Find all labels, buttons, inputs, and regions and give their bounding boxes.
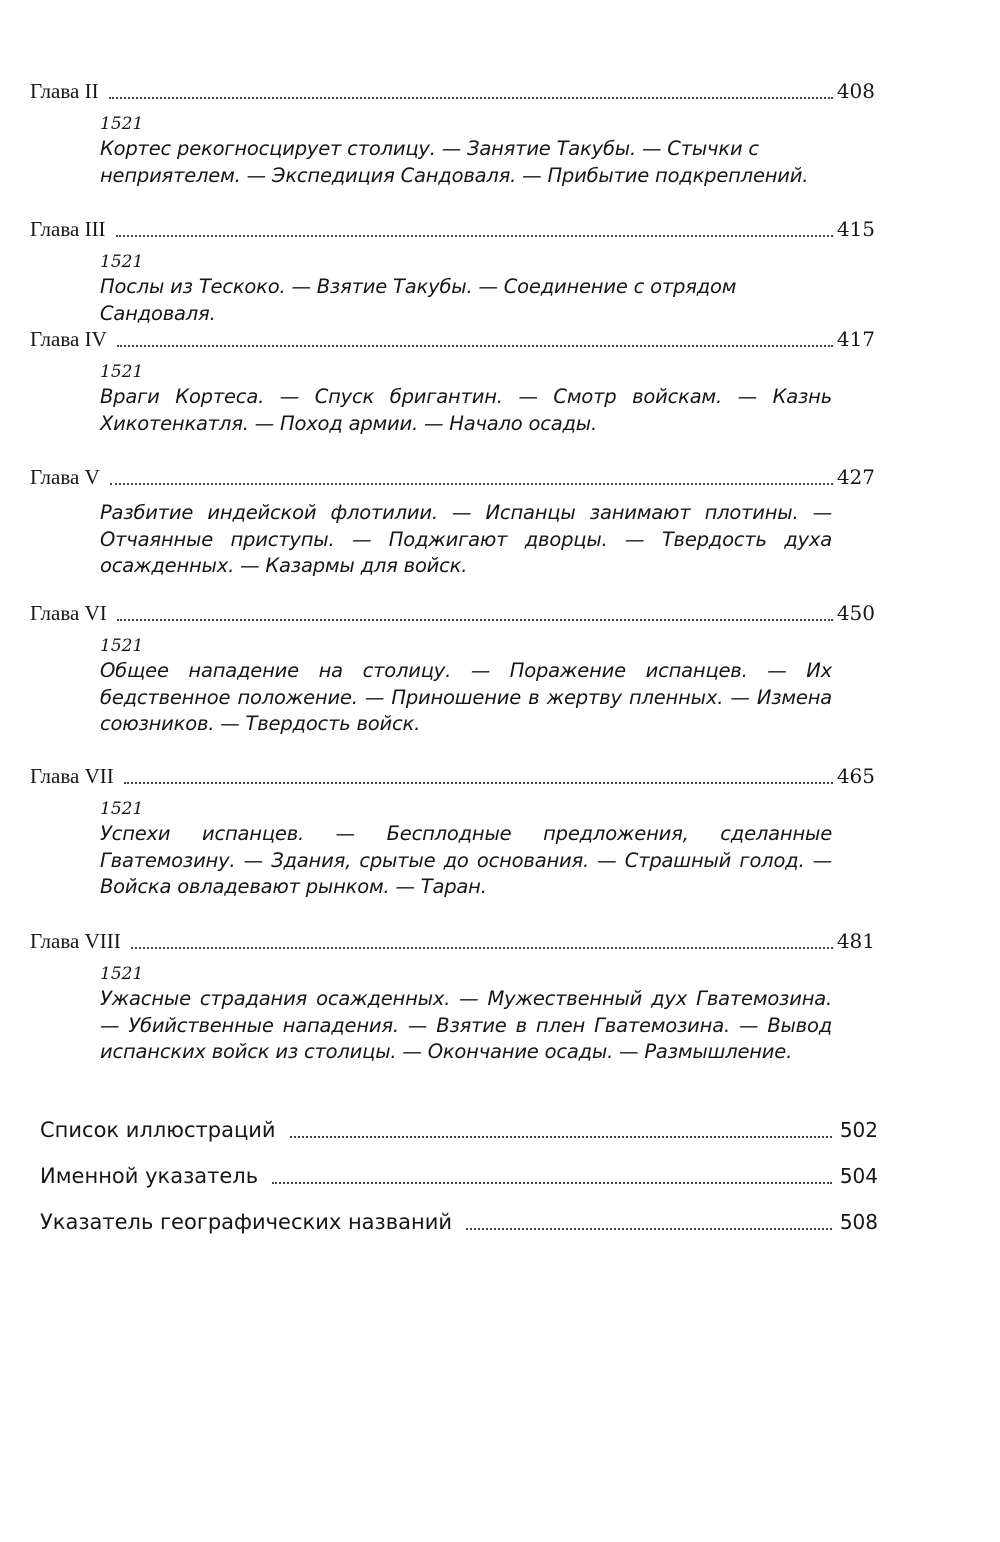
chapter-title: Глава IV	[30, 327, 107, 351]
section-title: Именной указатель	[40, 1164, 259, 1188]
toc-entry-heading	[30, 928, 875, 954]
toc-entry-chapter-7	[30, 763, 875, 901]
dot-leader	[272, 1182, 832, 1184]
toc-entry-chapter-3	[30, 216, 875, 327]
toc-entry-heading	[30, 216, 875, 242]
page-number: 427	[836, 465, 875, 489]
chapter-summary: Враги Кортеса. — Спуск бригантин. — Смотр войскам. — Казнь Хикотенкатля. — Поход армии. — Начало осады.	[100, 385, 832, 435]
chapter-title: Глава VI	[30, 601, 107, 625]
chapter-summary: Кортес рекогносцирует столицу. — Занятие Такубы. — Стычки с неприятелем. — Экспедиция Сандоваля. — Прибытие подкреплений.	[100, 137, 809, 187]
dot-leader	[124, 782, 833, 784]
toc-entry-heading	[40, 1208, 878, 1236]
chapter-year: 1521	[100, 636, 144, 656]
toc-entry-chapter-4	[30, 326, 875, 437]
toc-entry-geo-index	[40, 1208, 878, 1236]
page-number: 408	[836, 79, 875, 103]
dot-leader	[110, 483, 833, 485]
dot-leader	[466, 1228, 832, 1230]
toc-entry-heading	[30, 600, 875, 626]
page-number: 481	[836, 929, 875, 953]
toc-entry-heading	[40, 1116, 878, 1144]
page-number: 508	[839, 1210, 878, 1234]
toc-entry-heading	[30, 78, 875, 104]
page-number: 502	[839, 1118, 878, 1142]
toc-entry-name-index	[40, 1162, 878, 1190]
section-title: Список иллюстраций	[40, 1118, 276, 1142]
page-number: 465	[836, 764, 875, 788]
page-number: 415	[836, 217, 875, 241]
toc-entry-chapter-6	[30, 600, 875, 738]
toc-entry-heading	[30, 464, 875, 490]
chapter-year: 1521	[100, 252, 144, 272]
chapter-summary: Ужасные страдания осажденных. — Мужественный дух Гватемозина. — Убийственные нападения. — Взятие в плен Гватемозина. — Вывод испанских войск из столицы. — Окончание осады. — Размышление.	[100, 987, 832, 1063]
dot-leader	[131, 947, 833, 949]
chapter-summary: Послы из Тескоко. — Взятие Такубы. — Соединение с отрядом Сандоваля.	[100, 275, 737, 325]
dot-leader	[117, 619, 833, 621]
chapter-title: Глава III	[30, 217, 106, 241]
chapter-title: Глава VII	[30, 764, 114, 788]
page-number: 504	[839, 1164, 878, 1188]
toc-entry-chapter-8	[30, 928, 875, 1066]
dot-leader	[290, 1136, 832, 1138]
chapter-year: 1521	[100, 964, 144, 984]
chapter-year: 1521	[100, 114, 144, 134]
section-title: Указатель географических названий	[40, 1210, 452, 1234]
dot-leader	[109, 97, 833, 99]
chapter-title: Глава V	[30, 465, 100, 489]
toc-entry-chapter-5	[30, 464, 875, 580]
page-number: 450	[836, 601, 875, 625]
toc-entry-chapter-2	[30, 78, 875, 189]
toc-entry-heading	[40, 1162, 878, 1190]
chapter-title: Глава II	[30, 79, 99, 103]
chapter-title: Глава VIII	[30, 929, 121, 953]
chapter-year: 1521	[100, 799, 144, 819]
dot-leader	[116, 235, 833, 237]
dot-leader	[117, 345, 833, 347]
toc-entry-heading	[30, 763, 875, 789]
chapter-summary: Разбитие индейской флотилии. — Испанцы занимают плотины. — Отчаянные приступы. — Поджигают дворцы. — Твердость духа осажденных. — Казармы для войск.	[100, 501, 832, 577]
chapter-year: 1521	[100, 362, 144, 382]
chapter-summary: Общее нападение на столицу. — Поражение испанцев. — Их бедственное положение. — Приношение в жертву пленных. — Измена союзников. — Твердость войск.	[100, 659, 832, 735]
toc-entry-heading	[30, 326, 875, 352]
page-number: 417	[836, 327, 875, 351]
chapter-summary: Успехи испанцев. — Бесплодные предложения, сделанные Гватемозину. — Здания, срытые до основания. — Страшный голод. — Войска овладевают рынком. — Таран.	[100, 822, 832, 898]
toc-entry-illustrations	[40, 1116, 878, 1144]
